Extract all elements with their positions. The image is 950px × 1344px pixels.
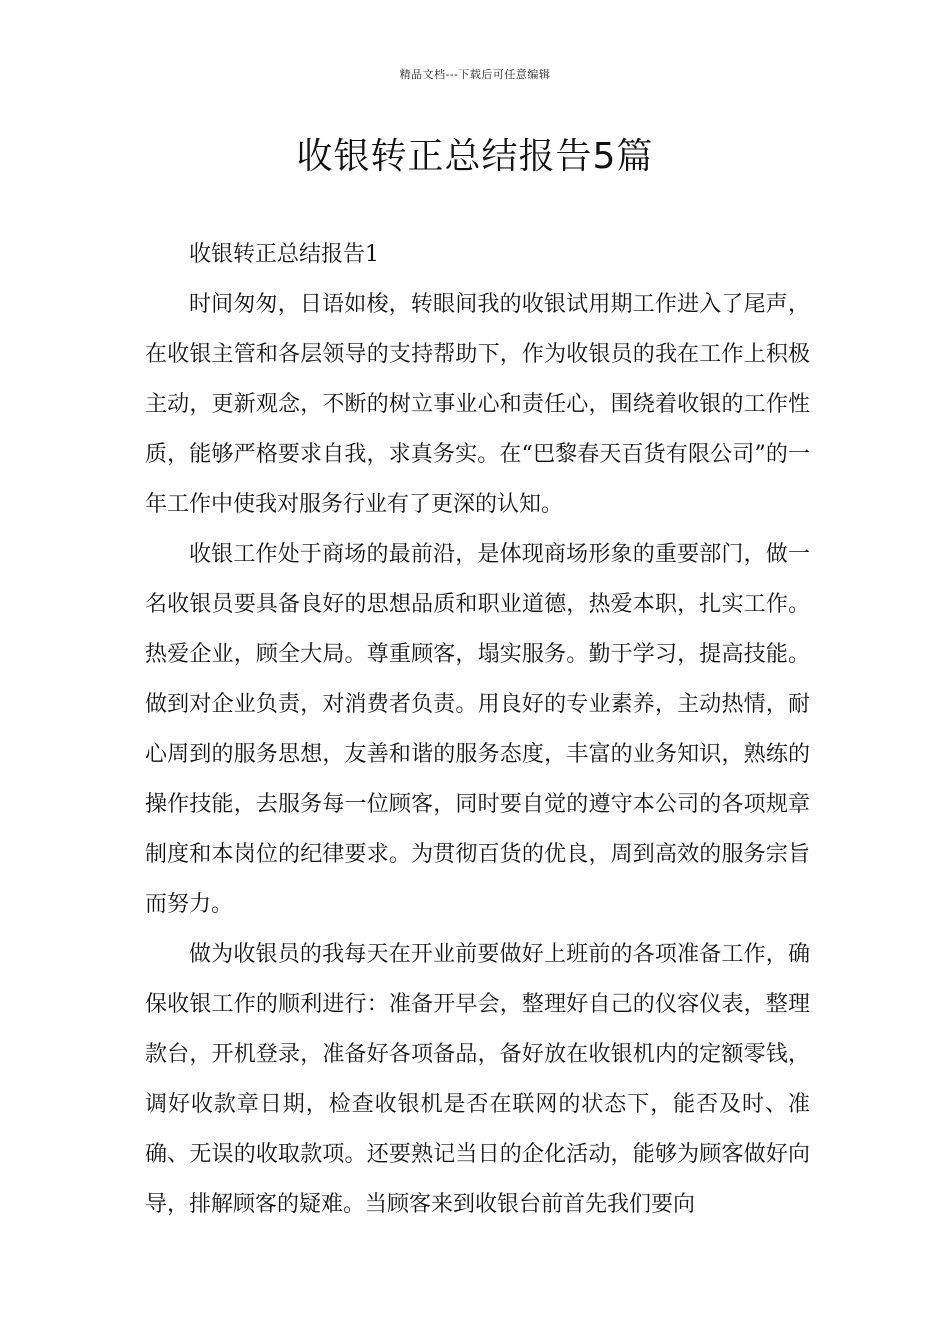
document-body bbox=[145, 230, 810, 1230]
section-heading: 收银转正总结报告1 bbox=[189, 242, 379, 267]
paragraph: 收银工作处于商场的最前沿，是体现商场形象的重要部门，做一名收银员要具备良好的思想品质和职业道德，热爱本职，扎实工作。热爱企业，顾全大局。尊重顾客，塌实服务。勤于学习，提高技能。做到对企业负责，对消费者负责。用良好的专业素养，主动热情，耐心周到的服务思想，友善和谐的服务态度，丰富的业务知识，熟练的操作技能，去服务每一位顾客，同时要自觉的遵守本公司的各项规章制度和本岗位的纪律要求。为贯彻百货的优良，周到高效的服务宗旨而努力。 bbox=[145, 542, 810, 917]
paragraph: 做为收银员的我每天在开业前要做好上班前的各项准备工作，确保收银工作的顺利进行：准备开早会，整理好自己的仪容仪表，整理款台，开机登录，准备好各项备品，备好放在收银机内的定额零钱，调好收款章日期，检查收银机是否在联网的状态下，能否及时、准确、无误的收取款项。还要熟记当日的企化活动，能够为顾客做好向导，排解顾客的疑难。当顾客来到收银台前首先我们要向 bbox=[145, 942, 810, 1217]
paragraph: 时间匆匆，日语如梭，转眼间我的收银试用期工作进入了尾声，在收银主管和各层领导的支持帮助下，作为收银员的我在工作上积极主动，更新观念，不断的树立事业心和责任心，围绕着收银的工作性质，能够严格要求自我，求真务实。在“巴黎春天百货有限公司”的一年工作中使我对服务行业有了更深的认知。 bbox=[145, 292, 810, 517]
document-title: 收银转正总结报告5篇 bbox=[296, 136, 654, 177]
header-note: 精品文档---下载后可任意编辑 bbox=[399, 68, 551, 81]
